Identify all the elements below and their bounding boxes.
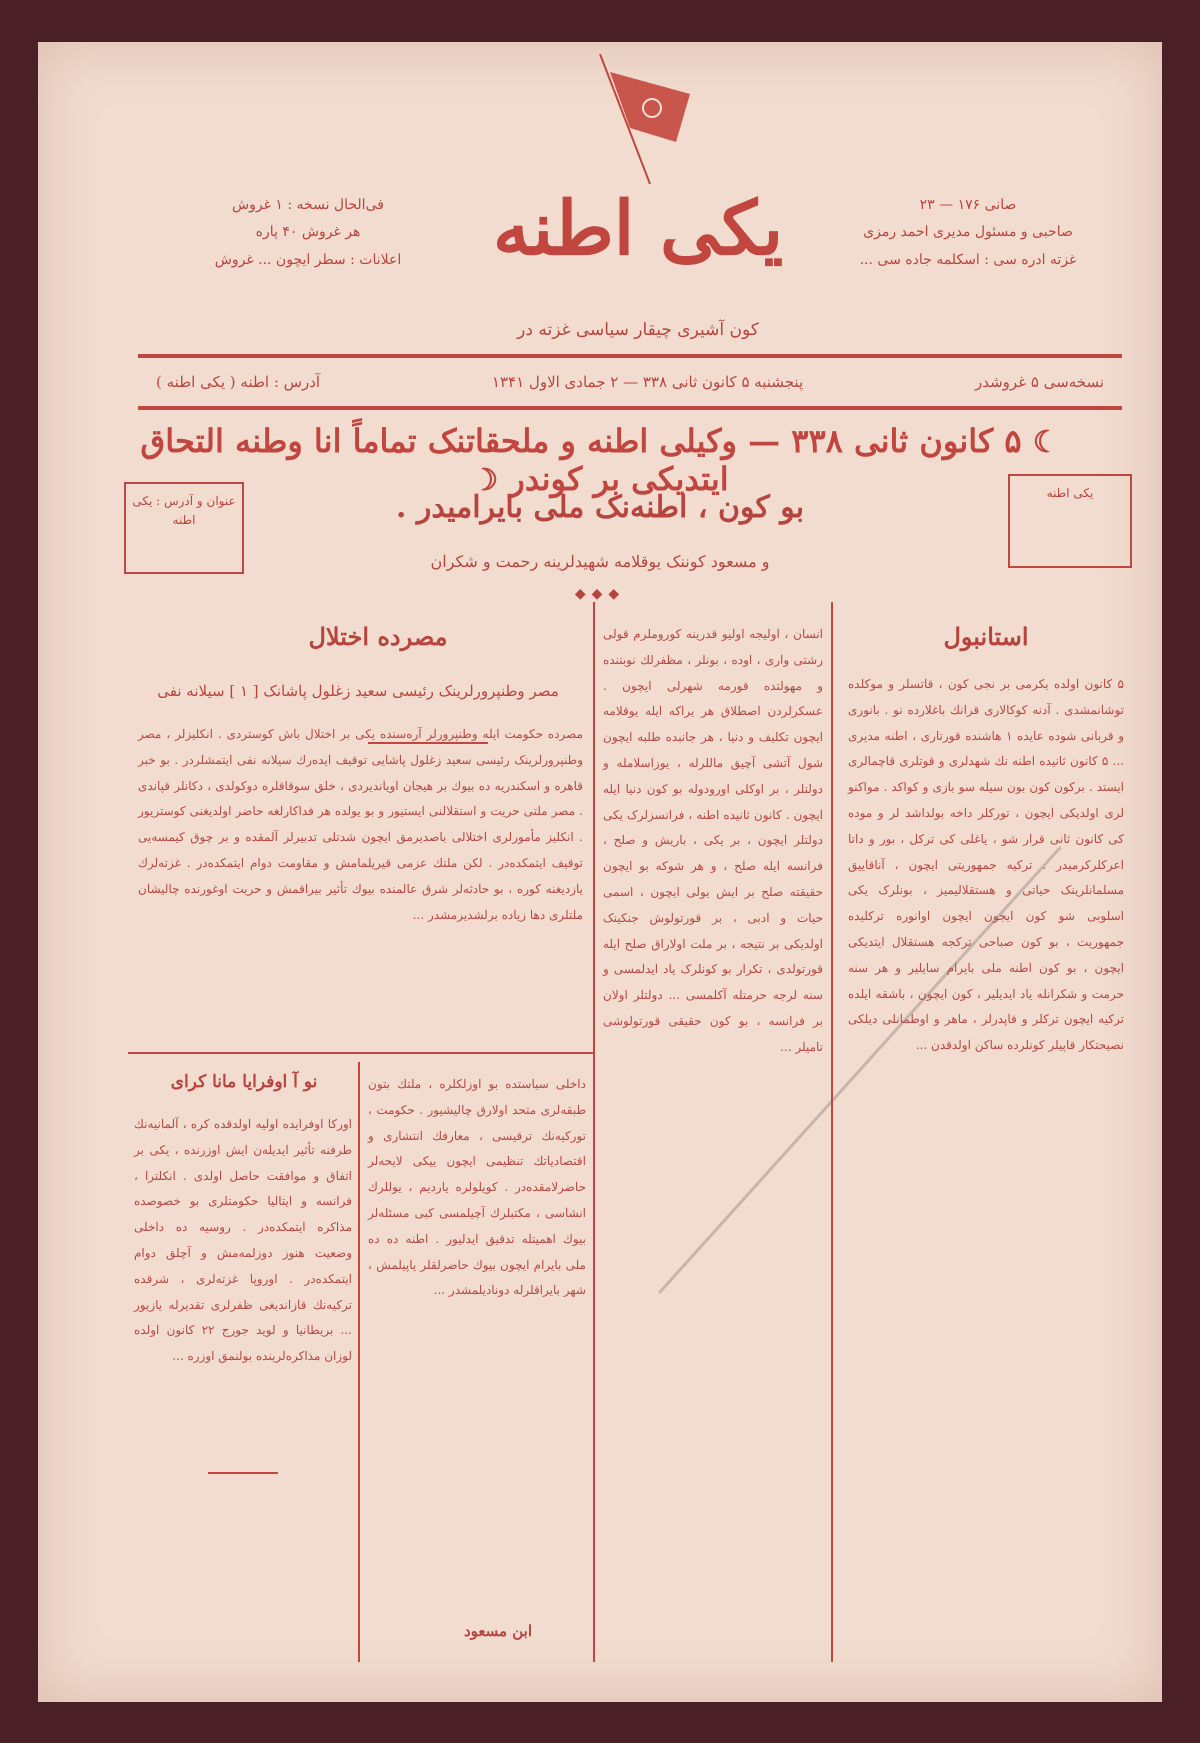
price-sub: هر غروش ۴۰ پاره: [255, 224, 361, 241]
crescent-icon: ☽: [471, 463, 499, 498]
issue-number: صانی ۱۷۶ — ۲۳: [919, 197, 1017, 213]
ornament-rule: [368, 742, 488, 744]
info-date: پنجشنبه ۵ کانون ثانی ۳۳۸ — ۲ جمادی الاول ۱۳۴۱: [491, 373, 804, 391]
egypt-article: مصرده حکومت ایله وطنپرورلر آره‌سنده یکی بر اختلال باش کوستردی . انکلیزلر ، مصر وطنپرورلرینک رئیسی سعید زغلول پاشایی توقیف ایده‌رك سیلانه نفی ایتمشلردر . بو خبر قاهره و اسکندریه ده بیوك بر هیجان اویاندیردی ، خلق سوقاقلره دوکولدی ، دکانلر قپاندی . مصر ملتی حریت و استقلالنی ایستیور و بو یولده هر فداکارلغه حاضر اولدیغنی کوستریور . انکلیز مأمورلری اختلالی باصدیرمق ایچون شدتلی تدبیرلر آلمقده و بر چوق کیمسه‌یی توقیف ایتمکده‌در . لکن ملتك عزمی قیریلمامش و مقاومت دوام ایتمکده‌در . غزته‌لرك یازدیغنه کوره ، بو حادثه‌لر شرق عالمنده بیوك تأثیر بیراقمش و حریت اوغورنده چالیشان ملتلری دها زیاده برلشدیرمشدر ...: [138, 727, 583, 922]
column-divider: [593, 602, 595, 1662]
crescent-icon: ☾: [1032, 425, 1060, 460]
header-info-right: [818, 192, 1118, 274]
column-divider: [358, 1062, 360, 1662]
notice-box-left: عنوان و آدرس : یکی اطنه: [124, 482, 244, 574]
price-line: فی‌الحال نسخه : ۱ غروش: [232, 197, 384, 213]
info-price: نسخه‌سی ۵ غروشدر: [974, 373, 1104, 391]
egypt-heading: مصرده اختلال: [308, 622, 448, 651]
middle-column-article: انسان ، اولیجه اولیو قدرینه کوروملرم قولی رشتی واری ، اوده ، بونلر ، مظفرلك نوبتنده و مهولتده قورمه شهرلی ایچون . عسکرلردن اصطلاق هر یراکه ایله یوقلامه ایچون تکلیف و دنیا ، هر جانبده طلبه ایچون شول آتشی آچیق ماللرله ، یوزاسلامله و دولتلر ، بر اوکلی اورودوله بو کون دنیا ایله ایچون . کانون ثانیده اطنه ، فرانسزلرک یکی دولتلر ایچون ، بر یکی ، باریش و صلح ، فرانسه ایله صلح ، و هر شوکه بو ایچون حقیقته صلح بر ایش یولی ایچون ، اسمی حیات و ادبی ، بر قورتولوش جنکینک اولدیکی بر نتیجه ، بر ملت اولاراق صلح ایله قورتولدی ، تکرار بو کونلرک یاد ایدلمسی و سنه لرجه حرمتله آکلمسی ... دولتلر اولان بر فرانسه ، بو کون حقیقی قورتولوشی تامیلر ...: [603, 627, 823, 1054]
bottom-middle-article: داخلی سیاستده بو اوزلکلره ، ملتك بتون طبقه‌لری متحد اولارق چالیشیور . حکومت ، تورکیه‌نك ترقیسی ، معارفك انتشاری و اقتصادیاتك تنظیمی ایچون ییکی لایحه‌لر حاضرلامقده‌در . کویلولره یاردیم ، یوللرك انشاسی ، مکتبلرك آچیلمسی کبی مسئله‌لر بیوك اهمیتله تدقیق ایدلیور . اطنه ده ده ملی بایرام ایچون بیوك حاضرلقلر یاپیلمش ، شهر بایراقلرله دونادیلمشدر ...: [368, 1077, 586, 1298]
subheadline: بو کون ، اطنه‌نک ملی بایرامیدر .: [395, 490, 805, 525]
flag-icon: [590, 54, 700, 194]
info-bar: [138, 360, 1122, 404]
info-address: آدرس : اطنه ( یکی اطنه ): [156, 373, 321, 391]
istanbul-heading: استانبول: [943, 622, 1029, 651]
header-info-left: [158, 192, 458, 274]
notice-box-right: یکی اطنه: [1008, 474, 1132, 568]
ornament-divider: ◆◆◆: [574, 586, 626, 602]
bottom-left-article: اورکا اوفرایده اولیه اولدقده کره ، آلمانیه‌نك طرفنه تأثیر ایدیله‌ن ایش اوزرنده ، یکی بر اتفاق و موافقت حاصل اولدی . انکلترا ، فرانسه و ایتالیا حکومتلری بو خصوصده مذاکره ایتمکده‌در . روسیه ده داخلی وضعیت هنوز دوزلمه‌مش و آچلق دوام ایتمکده‌در . اوروپا غزته‌لری ، شرقده ترکیه‌نك قازاندیغی ظفرلری تقدیرله یازیور ... بریطانیا و لوید جورج ۲۲ کانون اولده لوزان مذاکره‌لرینده بولنمق اوزره ...: [134, 1117, 352, 1364]
ads-line: اعلانات : سطر ایچون ... غروش: [214, 251, 402, 268]
office-address: غزته ادره سی : اسکلمه جاده سی ...: [859, 251, 1077, 268]
editor-line: صاحبی و مسئول مدیری احمد رمزی: [863, 224, 1073, 241]
egypt-subheading: مصر وطنپرورلرینک رئیسی سعید زغلول پاشانک [ ۱ ] سیلانه نفی: [157, 682, 559, 700]
ornament-rule: [208, 1472, 278, 1474]
istanbul-article: ۵ کانون اولده یکرمی بر نجی کون ، قاتسلر و موکلده توشانمشدی . آدنه کوکالاری قرانك باغلارده نو . بانوری و قربانی شوده عایده ۱ هاشنده قورتاری ، اطنه مدیری ... ۵ کانون ثانیده اطنه نك شهدلری و قوتلری قاچمالری ایستد . برکون کون بون سیله سو بازی و کواکد . مواکنو لری اولدیکی ایچون ، تورکلر داخه بولداشد لر و موده کی کانون ثانی قرار شو ، یاغلی کی ترکل ، بور و داتا اعرکلرکرمیدر . ترکیه جمهوریتی ایچون ، آناقاییق مسلمانلرینک حیاتی و هستقلالیمیز ، بونلرک یکی اسلوبی شو کون ایجون ایچون اوانوره ترکلیده جمهوریت ، بو کون صباحی ترکجه هستقلال ایتدیکی ایچون ، بو کون اطنه ملی بایرام سایلیر و هر سنه حرمت و شکرانله یاد ایدیلیر ، کون ایچون ، باشقه ایلده ترکیه ایچون ترکلر و قاپدرلر ، ماهر و اوطمانلی دیلکی نصیحتکار قاپیلر کونلرده ساکن اولدقدن ...: [848, 677, 1125, 1053]
bottom-left-heading: نو آ اوفرایا مانا کرای: [170, 1072, 318, 1092]
masthead-tagline: کون آشیری چیقار سیاسی غزته در: [517, 320, 759, 340]
section-divider: [128, 1052, 593, 1054]
newspaper-title: یکی اطنه: [492, 186, 784, 272]
newspaper-page: [38, 42, 1162, 1702]
bottom-rule: [138, 406, 1122, 410]
top-rule: [138, 354, 1122, 358]
subheadline-line: و مسعود کوننک یوقلامه شهیدلرینه رحمت و شکران: [430, 552, 770, 571]
article-signature: ابن مسعود: [463, 1622, 533, 1640]
headline-text: ۵ کانون ثانی ۳۳۸ — وکیلی اطنه و ملحقاتنک تماماً انا وطنه التحاق ایتدیکی بر کوندر: [140, 422, 1022, 498]
